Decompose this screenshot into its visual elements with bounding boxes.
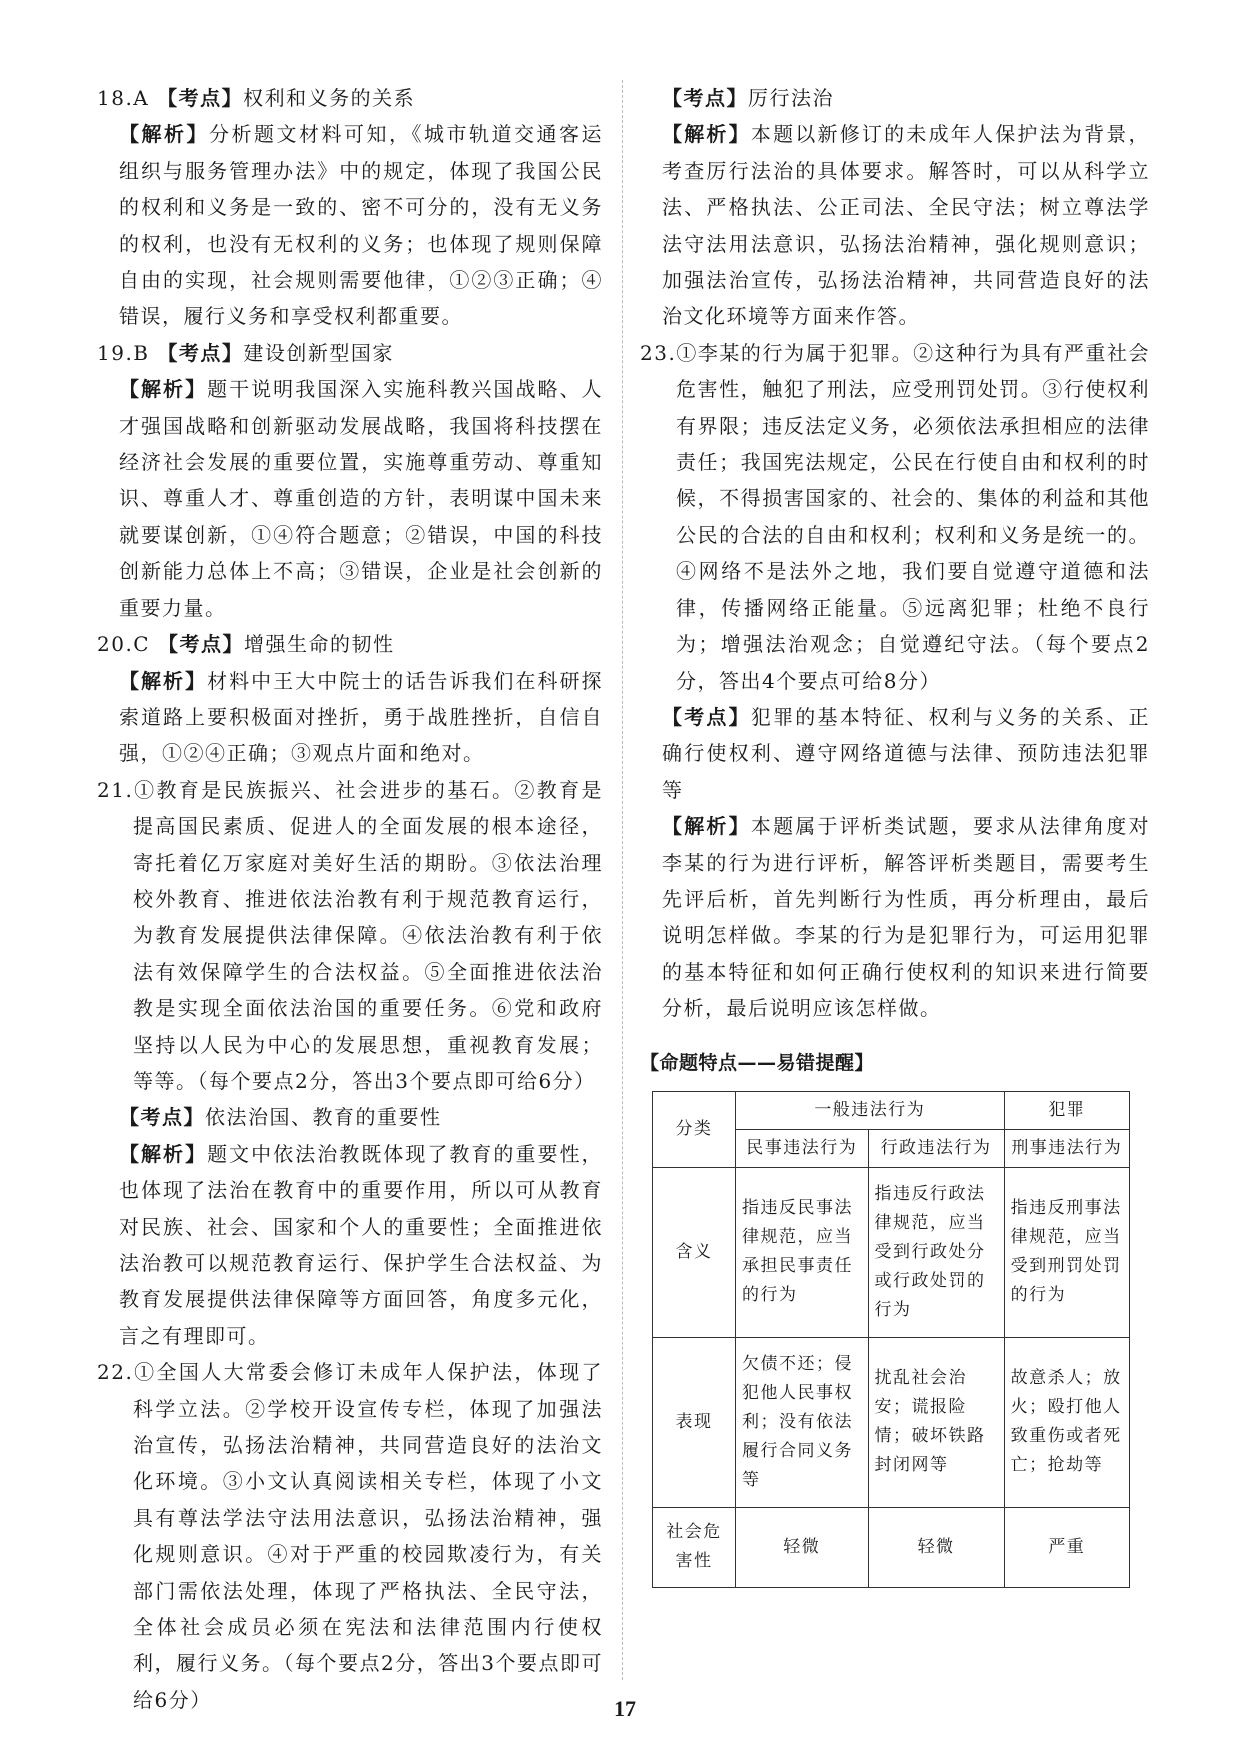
q22-analysis: 【解析】本题以新修订的未成年人保护法为背景，考查厉行法治的具体要求。解答时，可以从科学立法、严格执法、公正司法、全民守法；树立尊法学法守法用法意识，弘扬法治精神，强化规则意识；加强法治宣传，弘扬法治精神，共同营造良好的法治文化环境等方面来作答。 (662, 122, 1151, 329)
column-divider (622, 80, 623, 1680)
page-number: 17 (614, 1696, 636, 1721)
cell-admin-harm: 轻微 (868, 1507, 1004, 1587)
cell-civil-manifestation: 欠债不还；侵犯他人民事权利；没有依法履行合同义务等 (736, 1337, 869, 1507)
header-civil: 民事违法行为 (736, 1129, 869, 1167)
cell-admin-meaning: 指违反行政法律规范，应当受到行政处分或行政处罚的行为 (868, 1167, 1004, 1337)
header-criminal: 刑事违法行为 (1004, 1129, 1129, 1167)
cell-crime-manifestation: 故意杀人；放火；殴打他人致重伤或者死亡；抢劫等 (1004, 1337, 1129, 1507)
q21-answer: 21.①教育是民族振兴、社会进步的基石。②教育是提高国民素质、促进人的全面发展的根本途径，寄托着亿万家庭对美好生活的期盼。③依法治理校外教育、推进依法治教有利于规范教育运行，为教育发展提供法律保障。④依法治教有利于依法有效保障学生的合法权益。⑤全面推进依法治教是实现全面依法治国的重要任务。⑥党和政府坚持以人民为中心的发展思想，重视教育发展；等等。（每个要点2分，答出3个要点即可给6分） (97, 777, 603, 1093)
q18-analysis: 【解析】分析题文材料可知，《城市轨道交通客运组织与服务管理办法》中的规定，体现了我国公民的权利和义务是一致的、密不可分的，没有无义务的权利，也没有无权利的义务；也体现了规则保障自由的实现，社会规则需要他律，①②③正确；④错误，履行义务和享受权利都重要。 (119, 122, 603, 329)
q21-analysis: 【解析】题文中依法治教既体现了教育的重要性，也体现了法治在教育中的重要作用，所以可从教育对民族、社会、国家和个人的重要性；全面推进依法治教可以规范教育运行、保护学生合法权益、为教育发展提供法律保障等方面回答，角度多元化，言之有理即可。 (119, 1141, 604, 1348)
q19-analysis: 【解析】题干说明我国深入实施科教兴国战略、人才强国战略和创新驱动发展战略，我国将科技摆在经济社会发展的重要位置，实施尊重劳动、尊重知识、尊重人才、尊重创造的方针，表明谋中国未来就要谋创新，①④符合题意；②错误，中国的科技创新能力总体上不高；③错误，企业是社会创新的重要力量。 (119, 377, 604, 620)
header-class: 分类 (653, 1091, 736, 1167)
header-general: 一般违法行为 (736, 1091, 1005, 1129)
table-row (653, 1507, 1130, 1587)
left-column (97, 80, 603, 1718)
right-column (640, 80, 1150, 1588)
q21-topic: 【考点】依法治国、教育的重要性 (119, 1105, 442, 1130)
header-crime: 犯罪 (1004, 1091, 1129, 1129)
cell-crime-harm: 严重 (1004, 1507, 1129, 1587)
q20-header: 20.C 【考点】增强生命的韧性 (97, 632, 395, 657)
row-label-harm: 社会危害性 (653, 1507, 736, 1587)
q22-answer: 22.①全国人大常委会修订未成年人保护法，体现了科学立法。②学校开设宣传专栏，体现了加强法治宣传，弘扬法治精神，共同营造良好的法治文化环境。③小文认真阅读相关专栏，体现了小文具有尊法学法守法用法意识，弘扬法治精神，强化规则意识。④对于严重的校园欺凌行为，有关部门需依法处理，体现了严格执法、全民守法，全体社会成员必须在宪法和法律范围内行使权利，履行义务。（每个要点2分，答出3个要点即可给6分） (97, 1360, 603, 1712)
cell-admin-manifestation: 扰乱社会治安；谎报险情；破坏铁路封闭网等 (868, 1337, 1004, 1507)
q23-topic: 【考点】犯罪的基本特征、权利与义务的关系、正确行使权利、遵守网络道德与法律、预防违法犯罪等 (662, 704, 1151, 802)
row-label-meaning: 含义 (653, 1167, 736, 1337)
q23-analysis: 【解析】本题属于评析类试题，要求从法律角度对李某的行为进行评析，解答评析类题目，需要考生先评后析，首先判断行为性质，再分析理由，最后说明怎样做。李某的行为是犯罪行为，可运用犯罪的基本特征和如何正确行使权利的知识来进行简要分析，最后说明应该怎样做。 (662, 814, 1151, 1021)
table-row (653, 1337, 1130, 1507)
row-label-manifestation: 表现 (653, 1337, 736, 1507)
cell-civil-harm: 轻微 (736, 1507, 869, 1587)
cell-civil-meaning: 指违反民事法律规范，应当承担民事责任的行为 (736, 1167, 869, 1337)
q23-answer: 23.①李某的行为属于犯罪。②这种行为具有严重社会危害性，触犯了刑法，应受刑罚处罚。③行使权利有界限；违反法定义务，必须依法承担相应的法律责任；我国宪法规定，公民在行使自由和权利的时候，不得损害国家的、社会的、集体的利益和其他公民的合法的自由和权利；权利和义务是统一的。④网络不是法外之地，我们要自觉遵守道德和法律，传播网络正能量。⑤远离犯罪；杜绝不良行为；增强法治观念；自觉遵纪守法。（每个要点2分，答出4个要点可给8分） (640, 340, 1150, 693)
cell-crime-meaning: 指违反刑事法律规范，应当受到刑罚处罚的行为 (1004, 1167, 1129, 1337)
section-title: 【命题特点——易错提醒】 (640, 1051, 875, 1074)
q18-header: 18.A 【考点】权利和义务的关系 (97, 86, 416, 110)
q19-header: 19.B 【考点】建设创新型国家 (97, 340, 394, 365)
table-row (653, 1167, 1130, 1337)
header-admin: 行政违法行为 (868, 1129, 1004, 1167)
q22-topic: 【考点】厉行法治 (662, 86, 834, 110)
comparison-table (652, 1091, 1130, 1588)
table-header-row (653, 1091, 1130, 1129)
q20-analysis: 【解析】材料中王大中院士的话告诉我们在科研探索道路上要积极面对挫折，勇于战胜挫折，自信自强，①②④正确；③观点片面和绝对。 (119, 668, 604, 766)
